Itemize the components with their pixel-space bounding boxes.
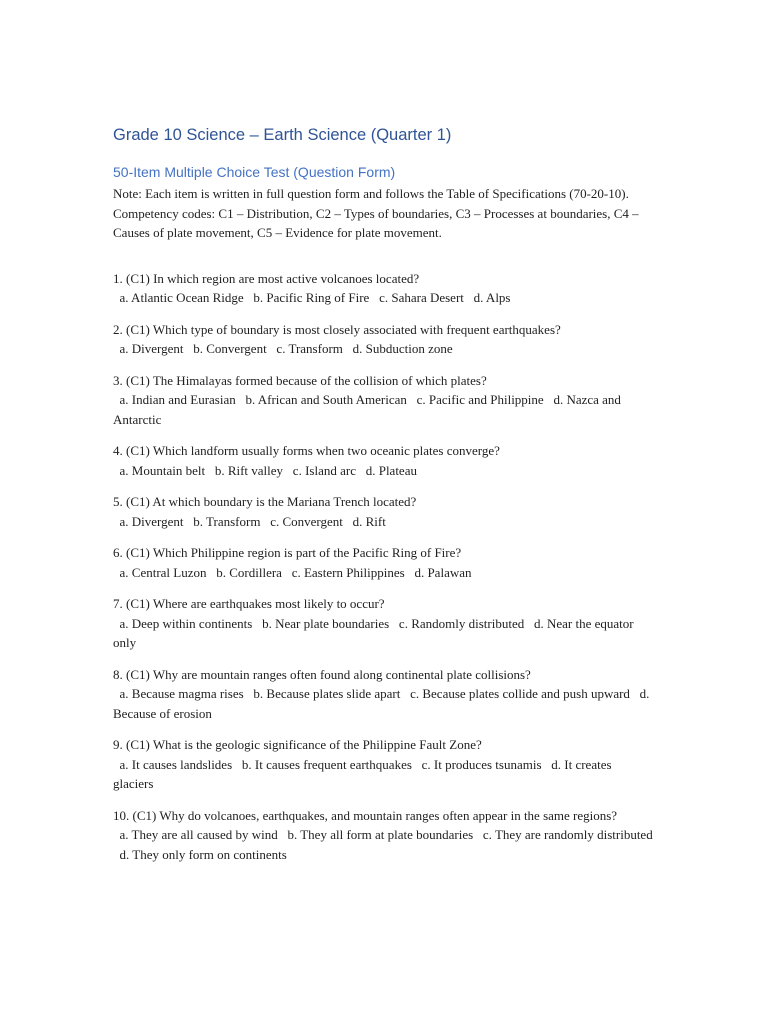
question-options: a. Mountain belt b. Rift valley c. Island arc d. Plateau <box>113 462 417 478</box>
question-stem: 6. (C1) Which Philippine region is part of the Pacific Ring of Fire? <box>113 545 462 560</box>
question-list <box>113 269 653 865</box>
question-options: a. It causes landslides b. It causes frequent earthquakes c. It produces tsunamis d. It creates glaciers <box>113 756 612 791</box>
question-stem: 3. (C1) The Himalayas formed because of the collision of which plates? <box>113 372 487 388</box>
question-stem: 1. (C1) In which region are most active volcanoes located? <box>113 270 420 286</box>
question-item <box>113 806 653 865</box>
question-item <box>113 320 653 359</box>
question-item <box>113 371 653 430</box>
question-item <box>113 441 653 480</box>
question-item <box>113 269 653 308</box>
document-content <box>113 122 653 876</box>
question-stem: 8. (C1) Why are mountain ranges often found along continental plate collisions? <box>113 666 531 682</box>
question-options: a. Because magma rises b. Because plates slide apart c. Because plates collide and push upward d. Because of erosion <box>113 686 650 721</box>
question-options: a. They are all caused by wind b. They all form at plate boundaries c. They are randomly distributed d. They only form on continents <box>113 827 653 862</box>
question-options: a. Atlantic Ocean Ridge b. Pacific Ring of Fire c. Sahara Desert d. Alps <box>113 290 511 305</box>
question-item <box>113 543 653 582</box>
document-subtitle: 50-Item Multiple Choice Test (Question Form) <box>113 164 396 180</box>
question-item <box>113 492 653 531</box>
question-stem: 10. (C1) Why do volcanoes, earthquakes, and mountain ranges often appear in the same regions? <box>113 807 618 823</box>
question-options: a. Central Luzon b. Cordillera c. Eastern Philippines d. Palawan <box>113 564 472 580</box>
question-item <box>113 665 653 724</box>
question-stem: 7. (C1) Where are earthquakes most likely to occur? <box>113 596 385 611</box>
question-item <box>113 594 653 653</box>
question-options: a. Divergent b. Convergent c. Transform d. Subduction zone <box>113 341 453 356</box>
instructions-note: Note: Each item is written in full question form and follows the Table of Specifications (70-20-10). Competency codes: C1 – Distribution, C2 – Types of boundaries, C3 – Processes at boundaries, C4 – Causes of plate movement, C5 – Evidence for plate movement. <box>113 186 639 240</box>
question-item <box>113 735 653 794</box>
question-stem: 2. (C1) Which type of boundary is most closely associated with frequent earthquakes? <box>113 321 561 337</box>
question-stem: 5. (C1) At which boundary is the Mariana Trench located? <box>113 494 417 509</box>
document-title: Grade 10 Science – Earth Science (Quarter 1) <box>113 126 452 144</box>
question-options: a. Divergent b. Transform c. Convergent d. Rift <box>113 513 386 529</box>
question-options: a. Indian and Eurasian b. African and South American c. Pacific and Philippine d. Nazca and Antarctic <box>113 392 621 427</box>
question-stem: 9. (C1) What is the geologic significance of the Philippine Fault Zone? <box>113 737 482 752</box>
question-stem: 4. (C1) Which landform usually forms when two oceanic plates converge? <box>113 443 500 458</box>
question-options: a. Deep within continents b. Near plate boundaries c. Randomly distributed d. Near the equator only <box>113 615 634 650</box>
